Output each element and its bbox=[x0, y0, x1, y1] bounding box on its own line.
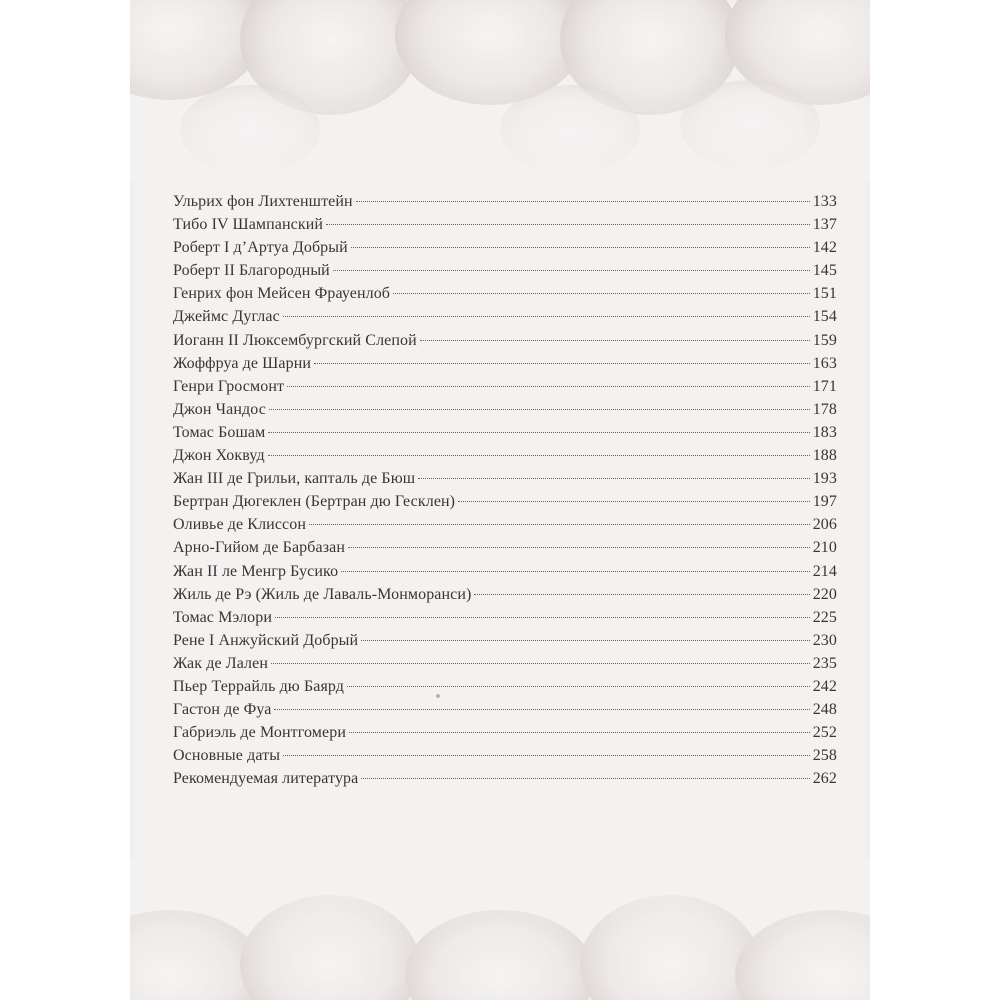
toc-entry bbox=[173, 421, 837, 444]
toc-entry-title: Ульрих фон Лихтенштейн bbox=[173, 193, 353, 210]
dot-leader bbox=[361, 778, 809, 779]
toc-entry bbox=[173, 305, 837, 328]
toc-entry-title: Арно-Гийом де Барбазан bbox=[173, 539, 345, 557]
toc-entry-title: Роберт I д’Артуа Добрый bbox=[173, 239, 348, 257]
toc-entry-page-number: 242 bbox=[812, 677, 837, 695]
toc-entry-page-number: 210 bbox=[812, 539, 837, 557]
toc-entry bbox=[173, 675, 837, 698]
dot-leader bbox=[418, 478, 810, 479]
toc-entry-title: Иоганн II Люксембургский Слепой bbox=[173, 331, 417, 349]
dot-leader bbox=[275, 617, 810, 618]
dot-leader bbox=[287, 386, 810, 387]
dot-leader bbox=[309, 524, 810, 525]
toc-entry-title: Жак де Лален bbox=[173, 654, 268, 672]
toc-entry bbox=[173, 329, 837, 352]
toc-entry-page-number: 159 bbox=[812, 331, 837, 349]
toc-entry bbox=[173, 583, 837, 606]
toc-entry-title: Оливье де Клиссон bbox=[173, 516, 306, 534]
dust-speck bbox=[436, 694, 440, 698]
toc-entry-page-number: 137 bbox=[812, 216, 837, 234]
dot-leader bbox=[341, 571, 809, 572]
dot-leader bbox=[393, 293, 810, 294]
toc-entry bbox=[173, 375, 837, 398]
toc-entry-title: Томас Мэлори bbox=[173, 608, 273, 626]
toc-entry-title: Генри Гросмонт bbox=[173, 377, 285, 395]
toc-entry-page-number: 220 bbox=[812, 585, 837, 603]
toc-entry-title: Джеймс Дуглас bbox=[173, 308, 280, 326]
toc-entry bbox=[173, 467, 837, 490]
toc-entry-title: Генрих фон Мейсен Фрауенлоб bbox=[173, 285, 391, 303]
toc-entry-page-number: 258 bbox=[812, 747, 837, 765]
toc-entry-page-number: 235 bbox=[812, 654, 837, 672]
toc-entry-page-number: 183 bbox=[812, 423, 837, 441]
toc-entry bbox=[173, 213, 837, 236]
toc-entry-page-number: 154 bbox=[812, 308, 837, 326]
dot-leader bbox=[474, 594, 809, 595]
toc-entry bbox=[173, 767, 837, 790]
toc-entry-title: Рене I Анжуйский Добрый bbox=[173, 631, 359, 649]
dot-leader bbox=[420, 340, 810, 341]
toc-entry-page-number: 252 bbox=[812, 724, 837, 742]
toc-entry-title: Тибо IV Шампанский bbox=[173, 216, 324, 234]
toc-entry bbox=[173, 236, 837, 259]
dot-leader bbox=[356, 201, 810, 202]
dot-leader bbox=[349, 732, 810, 733]
toc-entry-title: Рекомендуемая литература bbox=[173, 770, 359, 788]
dot-leader bbox=[326, 224, 810, 225]
dot-leader bbox=[271, 663, 810, 664]
toc-entry-page-number: 188 bbox=[812, 447, 837, 465]
dot-leader bbox=[269, 409, 810, 410]
toc-entry bbox=[173, 606, 837, 629]
table-of-contents bbox=[173, 190, 837, 790]
toc-entry bbox=[173, 513, 837, 536]
toc-entry-title: Джон Чандос bbox=[173, 400, 266, 418]
dot-leader bbox=[348, 547, 810, 548]
toc-entry-page-number: 197 bbox=[812, 493, 837, 511]
dot-leader bbox=[351, 247, 810, 248]
toc-entry-page-number: 248 bbox=[812, 701, 837, 719]
dot-leader bbox=[347, 686, 810, 687]
toc-entry bbox=[173, 629, 837, 652]
toc-entry bbox=[173, 536, 837, 559]
toc-entry bbox=[173, 652, 837, 675]
toc-entry-title: Роберт II Благородный bbox=[173, 262, 330, 280]
toc-entry bbox=[173, 560, 837, 583]
dot-leader bbox=[314, 363, 810, 364]
dot-leader bbox=[268, 455, 810, 456]
toc-entry-page-number: 142 bbox=[812, 239, 837, 257]
toc-entry-page-number: 145 bbox=[812, 262, 837, 280]
dot-leader bbox=[283, 316, 810, 317]
toc-entry bbox=[173, 398, 837, 421]
toc-entry bbox=[173, 259, 837, 282]
toc-entry-page-number: 193 bbox=[812, 470, 837, 488]
toc-entry-title: Жан III де Грильи, капталь де Бюш bbox=[173, 470, 416, 488]
toc-entry-title: Габриэль де Монтгомери bbox=[173, 724, 346, 742]
dot-leader bbox=[458, 501, 810, 502]
dot-leader bbox=[283, 755, 810, 756]
toc-entry bbox=[173, 744, 837, 767]
dot-leader bbox=[333, 270, 810, 271]
toc-entry-page-number: 230 bbox=[812, 631, 837, 649]
toc-entry-title: Джон Хоквуд bbox=[173, 447, 265, 465]
toc-entry-page-number: 171 bbox=[812, 377, 837, 395]
toc-entry bbox=[173, 721, 837, 744]
toc-entry-title: Бертран Дюгеклен (Бертран дю Гесклен) bbox=[173, 493, 456, 511]
toc-entry bbox=[173, 698, 837, 721]
toc-entry-page-number: 262 bbox=[812, 770, 837, 788]
toc-entry-page-number: 178 bbox=[812, 400, 837, 418]
toc-entry-page-number: 225 bbox=[812, 608, 837, 626]
toc-entry bbox=[173, 282, 837, 305]
toc-entry bbox=[173, 190, 837, 213]
toc-entry-title: Томас Бошам bbox=[173, 423, 266, 441]
book-page bbox=[130, 0, 870, 1000]
toc-entry bbox=[173, 444, 837, 467]
dot-leader bbox=[274, 709, 809, 710]
toc-entry bbox=[173, 490, 837, 513]
toc-entry bbox=[173, 352, 837, 375]
toc-entry-page-number: 214 bbox=[812, 562, 837, 580]
toc-entry-title: Пьер Террайль дю Баярд bbox=[173, 677, 345, 695]
toc-entry-title: Жоффруа де Шарни bbox=[173, 354, 312, 372]
dot-leader bbox=[361, 640, 810, 641]
toc-entry-page-number: 133 bbox=[812, 193, 837, 210]
toc-entry-title: Основные даты bbox=[173, 747, 281, 765]
dot-leader bbox=[268, 432, 809, 433]
toc-entry-title: Жан II ле Менгр Бусико bbox=[173, 562, 339, 580]
toc-entry-title: Гастон де Фуа bbox=[173, 701, 272, 719]
toc-entry-page-number: 151 bbox=[812, 285, 837, 303]
toc-entry-page-number: 163 bbox=[812, 354, 837, 372]
toc-entry-title: Жиль де Рэ (Жиль де Лаваль-Монморанси) bbox=[173, 585, 472, 603]
toc-entry-page-number: 206 bbox=[812, 516, 837, 534]
